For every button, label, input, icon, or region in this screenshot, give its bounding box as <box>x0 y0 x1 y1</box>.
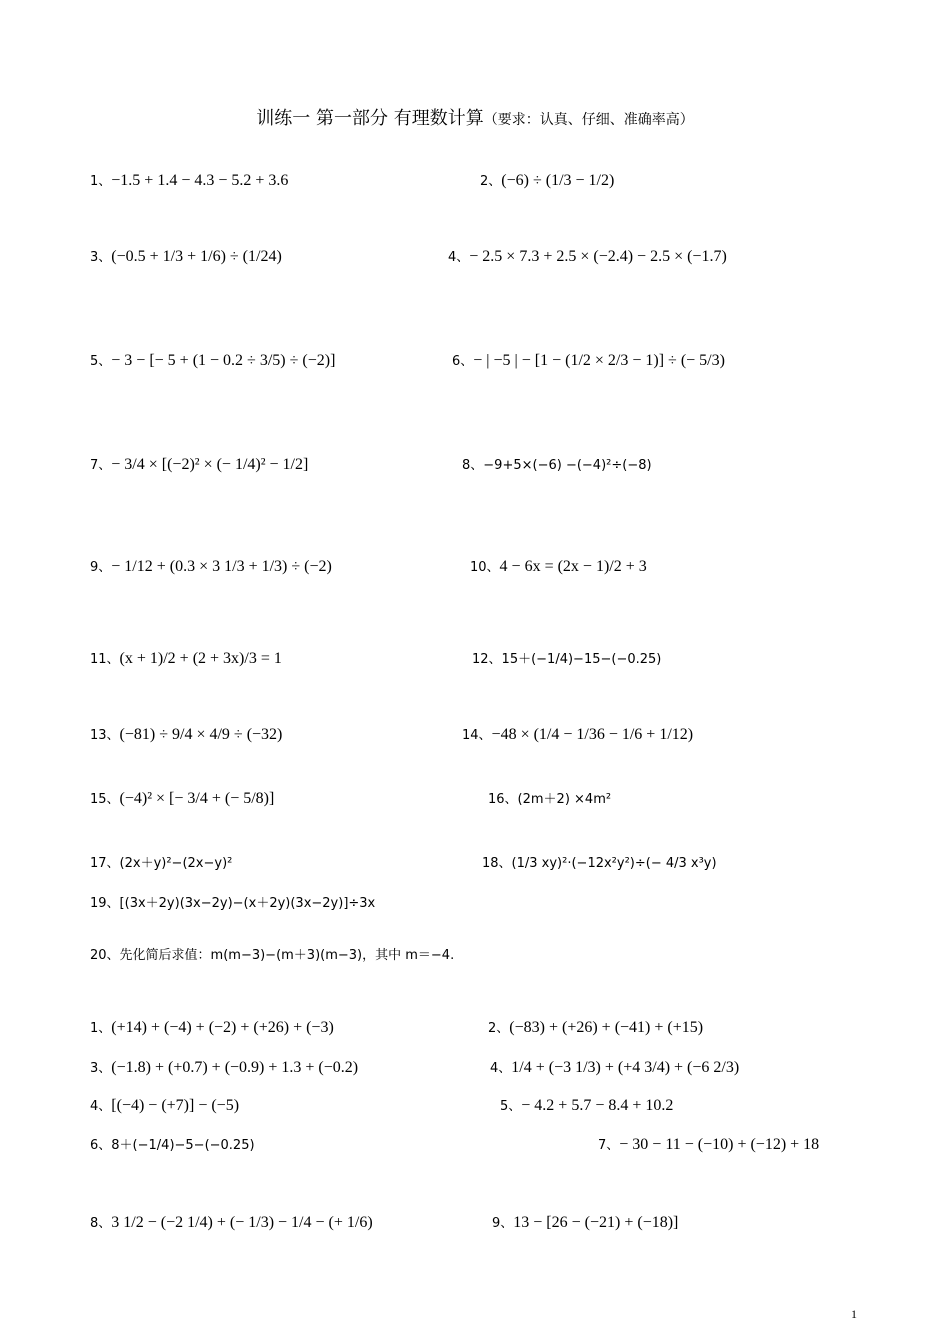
problem-15: 15、(−4)² × [− 3/4 + (− 5/8)] <box>90 790 275 807</box>
exercise-2: 2、(−83) + (+26) + (−41) + (+15) <box>488 1019 704 1036</box>
problem-14: 14、−48 × (1/4 − 1/36 − 1/6 + 1/12) <box>462 726 694 743</box>
exercise-6: 6、8＋(−1/4)−5−(−0.25) <box>90 1138 255 1153</box>
problem-13: 13、(−81) ÷ 9/4 × 4/9 ÷ (−32) <box>90 726 283 743</box>
exercise-7: 7、− 30 − 11 − (−10) + (−12) + 18 <box>598 1136 820 1153</box>
problem-17: 17、(2x＋y)²−(2x−y)² <box>90 856 233 871</box>
problem-16: 16、(2m＋2) ×4m² <box>488 792 612 807</box>
problem-12: 12、15＋(−1/4)−15−(−0.25) <box>472 652 662 667</box>
exercise-8: 8、3 1/2 − (−2 1/4) + (− 1/3) − 1/4 − (+ 1/6) <box>90 1214 373 1231</box>
exercise-9: 9、13 − [26 − (−21) + (−18)] <box>492 1214 679 1231</box>
title-sub: （要求：认真、仔细、准确率高） <box>483 112 694 128</box>
problem-11: 11、(x + 1)/2 + (2 + 3x)/3 = 1 <box>90 650 282 667</box>
problem-18: 18、(1/3 xy)²·(−12x²y²)÷(− 4/3 x³y) <box>482 856 717 871</box>
problem-9: 9、− 1/12 + (0.3 × 3 1/3 + 1/3) ÷ (−2) <box>90 558 332 575</box>
exercise-3: 3、(−1.8) + (+0.7) + (−0.9) + 1.3 + (−0.2) <box>90 1059 359 1076</box>
problem-6: 6、− | −5 | − [1 − (1/2 × 2/3 − 1)] ÷ (− 5/3) <box>452 352 725 369</box>
exercise-1: 1、(+14) + (−4) + (−2) + (+26) + (−3) <box>90 1019 334 1036</box>
title-main: 训练一 第一部分 有理数计算 <box>256 108 484 129</box>
page-title <box>0 104 950 130</box>
problem-5: 5、− 3 − [− 5 + (1 − 0.2 ÷ 3/5) ÷ (−2)] <box>90 352 336 369</box>
exercise-5: 5、− 4.2 + 5.7 − 8.4 + 10.2 <box>500 1097 674 1114</box>
exercise-4a: 4、1/4 + (−3 1/3) + (+4 3/4) + (−6 2/3) <box>490 1059 740 1076</box>
problem-19: 19、[(3x＋2y)(3x−2y)−(x＋2y)(3x−2y)]÷3x <box>90 896 376 911</box>
problem-20: 20、先化简后求值：m(m−3)−(m＋3)(m−3)，其中 m＝−4. <box>90 948 455 963</box>
exercise-4b: 4、[(−4) − (+7)] − (−5) <box>90 1097 240 1114</box>
problem-4: 4、− 2.5 × 7.3 + 2.5 × (−2.4) − 2.5 × (−1.7) <box>448 248 727 265</box>
problem-8: 8、−9+5×(−6) −(−4)²÷(−8) <box>462 458 652 473</box>
problem-2: 2、(−6) ÷ (1/3 − 1/2) <box>480 172 615 189</box>
problem-3: 3、(−0.5 + 1/3 + 1/6) ÷ (1/24) <box>90 248 282 265</box>
page-number: 1 <box>851 1307 857 1321</box>
problem-1: 1、−1.5 + 1.4 − 4.3 − 5.2 + 3.6 <box>90 172 289 189</box>
problem-7: 7、− 3/4 × [(−2)² × (− 1/4)² − 1/2] <box>90 456 309 473</box>
problem-10: 10、4 − 6x = (2x − 1)/2 + 3 <box>470 558 647 575</box>
